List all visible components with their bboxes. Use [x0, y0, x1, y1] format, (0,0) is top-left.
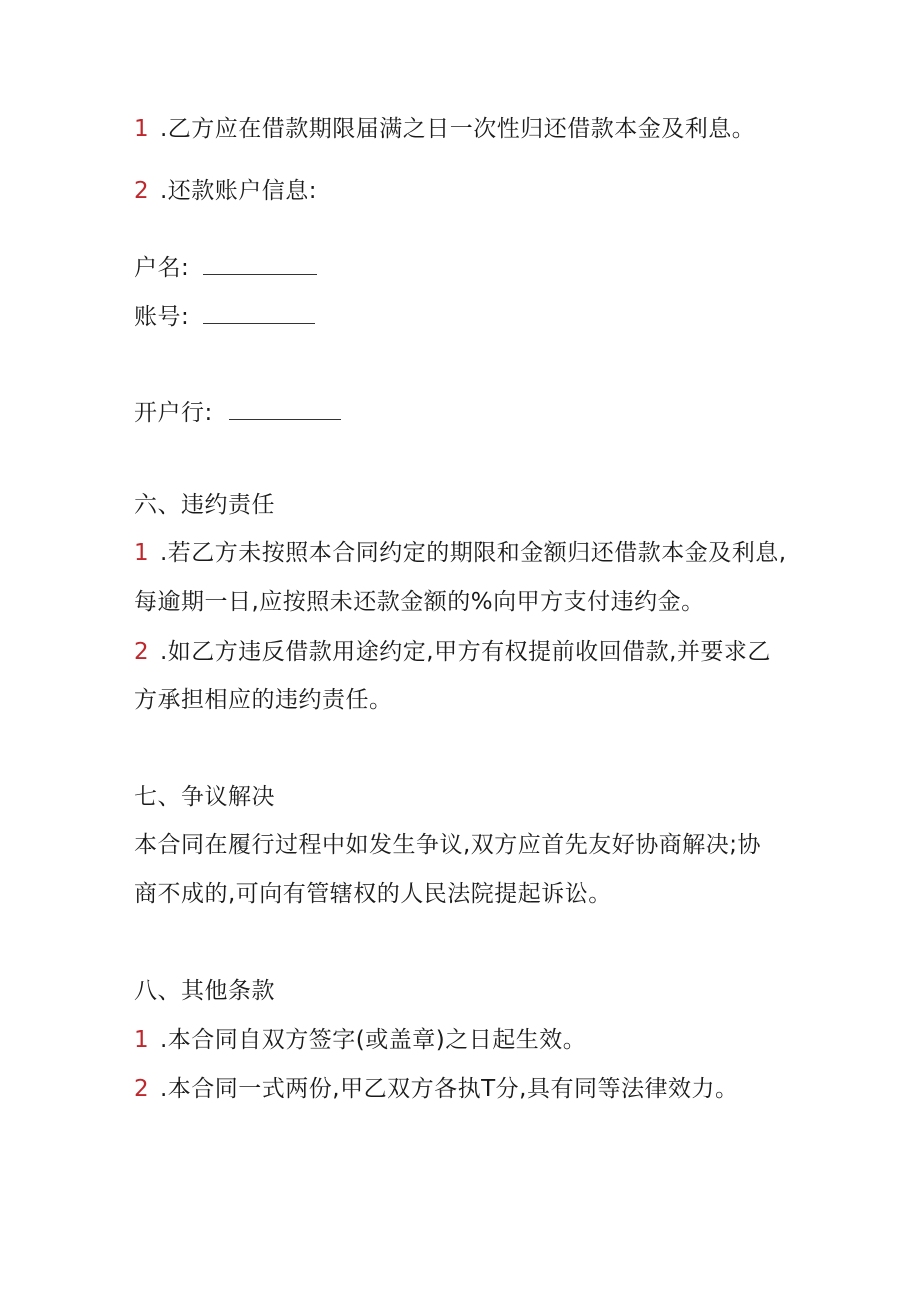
section-7-heading: 七、争议解决 [134, 784, 275, 810]
account-number-blank [203, 301, 315, 324]
section-7-paragraph-line-1: 本合同在履行过程中如发生争议,双方应首先友好协商解决;协 [134, 832, 762, 858]
account-number-field [134, 301, 315, 332]
account-name-field [134, 252, 317, 283]
section-7-paragraph-line-2: 商不成的,可向有管辖权的人民法院提起诉讼。 [134, 881, 612, 907]
section-6-item-2 [134, 637, 771, 667]
repayment-item-2 [134, 176, 317, 206]
section-6-item-1 [134, 538, 787, 568]
item-text: .若乙方未按照本合同约定的期限和金额归还借款本金及利息, [160, 540, 787, 566]
repayment-item-1 [134, 114, 755, 144]
item-number: 1 [134, 1027, 150, 1053]
account-number-label: 账号: [134, 304, 190, 330]
bank-blank [229, 397, 341, 420]
bank-label: 开户行: [134, 400, 213, 426]
bank-field [134, 397, 341, 428]
account-name-blank [203, 252, 317, 275]
account-name-label: 户名: [134, 255, 190, 281]
item-text: .乙方应在借款期限届满之日一次性归还借款本金及利息。 [160, 116, 756, 142]
item-text: .还款账户信息: [160, 178, 318, 204]
item-number: 1 [134, 116, 150, 142]
item-text: .本合同自双方签字(或盖章)之日起生效。 [160, 1027, 587, 1053]
item-number: 2 [134, 1076, 150, 1102]
item-number: 2 [134, 639, 150, 665]
section-6-item-2-cont: 方承担相应的违约责任。 [134, 687, 393, 713]
item-number: 2 [134, 178, 150, 204]
item-text: .如乙方违反借款用途约定,甲方有权提前收回借款,并要求乙 [160, 639, 771, 665]
item-text: .本合同一式两份,甲乙双方各执T分,具有同等法律效力。 [160, 1076, 739, 1102]
section-6-heading: 六、违约责任 [134, 492, 275, 518]
item-number: 1 [134, 540, 150, 566]
section-8-heading: 八、其他条款 [134, 978, 275, 1004]
section-8-item-1 [134, 1025, 586, 1055]
section-8-item-2 [134, 1074, 738, 1104]
section-6-item-1-cont: 每逾期一日,应按照未还款金额的%向甲方支付违约金。 [134, 589, 705, 615]
